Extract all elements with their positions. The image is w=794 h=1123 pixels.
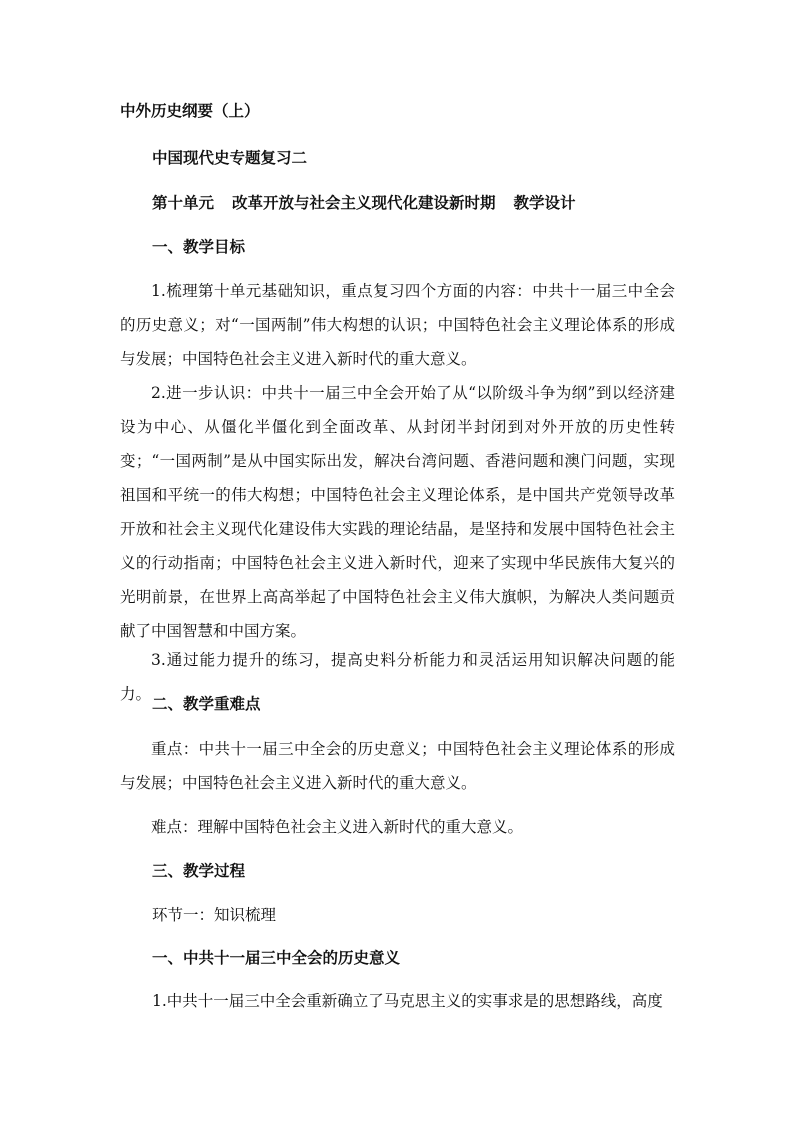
unit-topic: 改革开放与社会主义现代化建设新时期 [232, 193, 496, 212]
key-points-paragraph: 重点：中共十一届三中全会的历史意义；中国特色社会主义理论体系的形成与发展；中国特色社会主义进入新时代的重大意义。 [120, 740, 675, 792]
document-subtitle: 中国现代史专题复习二 [152, 148, 308, 167]
process-sub-heading: 一、中共十一届三中全会的历史意义 [152, 948, 401, 967]
unit-number: 第十单元 [152, 193, 215, 212]
section-heading-objectives: 一、教学目标 [152, 237, 246, 256]
objectives-paragraph-3: 3.通过能力提升的练习，提高史料分析能力和灵活运用知识解决问题的能力。 [120, 651, 675, 703]
difficult-points-paragraph: 难点：理解中国特色社会主义进入新时代的重大意义。 [151, 818, 524, 836]
process-step-1: 环节一：知识梳理 [152, 906, 277, 924]
objectives-paragraph-1: 1.梳理第十单元基础知识，重点复习四个方面的内容：中共十一届三中全会的历史意义；对“一国两制”伟大构想的认识；中国特色社会主义理论体系的形成与发展；中国特色社会主义进入新时代的重大意义。 [120, 282, 675, 368]
section-heading-process: 三、教学过程 [152, 861, 246, 880]
objectives-paragraph-2: 2.进一步认识：中共十一届三中全会开始了从“以阶级斗争为纲”到以经济建设为中心、从僵化半僵化到全面改革、从封闭半封闭到对外开放的历史性转变；“一国两制”是从中国实际出发，解决台湾问题、香港问题和澳门问题，实现祖国和平统一的伟大构想；中国特色社会主义理论体系，是中国共产党领导改革开放和社会主义现代化建设伟大实践的理论结晶，是坚持和发展中国特色社会主义的行动指南；中国特色社会主义进入新时代，迎来了实现中华民族伟大复兴的光明前景，在世界上高高举起了中国特色社会主义伟大旗帜，为解决人类问题贡献了中国智慧和中国方案。 [120, 384, 675, 640]
unit-design: 教学设计 [513, 193, 576, 212]
document-title: 中外历史纲要（上） [120, 101, 260, 120]
unit-title [152, 192, 576, 214]
process-paragraph-1: 1.中共十一届三中全会重新确立了马克思主义的实事求是的思想路线，高度 [152, 992, 663, 1010]
section-heading-key-points: 二、教学重难点 [152, 694, 261, 713]
